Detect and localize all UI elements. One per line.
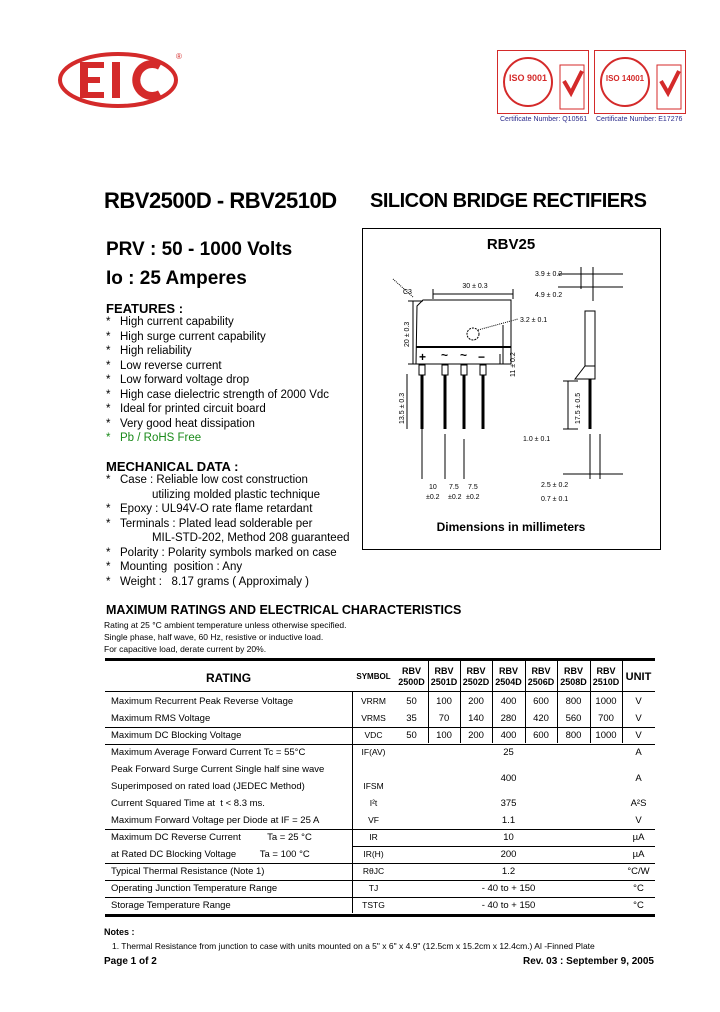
value-2502D: 200: [468, 730, 484, 741]
label-lead: 13.5 ± 0.3: [399, 392, 406, 424]
value: - 40 to + 150: [481, 883, 536, 894]
value-2502D: 140: [468, 713, 484, 724]
bullet: *: [106, 403, 111, 415]
bullet: *: [106, 575, 111, 588]
unit: V: [635, 713, 642, 724]
value-2510D: 1000: [595, 730, 617, 741]
rating-label: Maximum Recurrent Peak Reverse Voltage: [111, 696, 294, 707]
label-pitch3-tol: ±0.2: [466, 494, 480, 501]
value-2500D: 35: [406, 713, 417, 724]
product-type-title: SILICON BRIDGE RECTIFIERS: [370, 190, 647, 212]
feature-text: High current capability: [120, 316, 234, 328]
table-rule: [105, 880, 655, 881]
rating-label: at Rated DC Blocking Voltage Ta = 100 °C: [111, 849, 310, 860]
value: 10: [503, 832, 514, 843]
mechanical-item: [106, 532, 349, 544]
iso14001-seal-text: ISO 14001: [605, 74, 645, 83]
page-number: Page 1 of 2: [104, 956, 157, 967]
value-2510D: 700: [598, 713, 614, 724]
unit: A: [635, 773, 642, 784]
rating-label: Storage Temperature Range: [111, 900, 231, 911]
label-side-lead: 17.5 ± 0.5: [575, 392, 582, 424]
value: 25: [503, 747, 514, 758]
table-divider: [492, 661, 493, 743]
symbol: IR(H): [363, 849, 384, 859]
value-2502D: 200: [468, 696, 484, 707]
value-2506D: 600: [533, 730, 549, 741]
value-2501D: 100: [436, 730, 452, 741]
table-divider: [525, 661, 526, 743]
package-diagram: [362, 228, 661, 550]
rating-label: Maximum RMS Voltage: [111, 713, 211, 724]
bullet: *: [106, 546, 111, 559]
label-hole: 3.2 ± 0.1: [520, 317, 548, 324]
value-2506D: 600: [533, 696, 549, 707]
value: 200: [500, 849, 517, 860]
value-2501D: 70: [438, 713, 450, 724]
value: 1.1: [501, 815, 516, 826]
iso14001-seal: [594, 50, 686, 114]
table-rule: [105, 727, 655, 728]
label-pitch2-tol: ±0.2: [448, 494, 462, 501]
value-2504D: 400: [500, 730, 517, 741]
table-rule: [105, 897, 655, 898]
feature-item: [106, 316, 234, 328]
symbol: TJ: [368, 883, 379, 893]
bullet: *: [106, 503, 111, 515]
feature-text: Ideal for printed circuit board: [120, 403, 266, 415]
label-h11: 11 ± 0.2: [510, 352, 517, 377]
value: 400: [500, 773, 517, 784]
feature-item: [106, 432, 201, 444]
rating-label: Peak Forward Surge Current Single half sine wave: [111, 764, 325, 775]
header-part-number: 2506D: [527, 677, 555, 687]
symbol: VRRM: [360, 696, 387, 706]
mechanical-item: [106, 503, 312, 515]
table-rule: [105, 914, 655, 917]
mechanical-item: [106, 518, 312, 530]
bullet: *: [106, 345, 111, 357]
revision-date: Rev. 03 : September 9, 2005: [523, 956, 654, 967]
symbol: IR: [369, 832, 378, 842]
feature-text: Very good heat dissipation: [120, 417, 255, 430]
feature-text: Pb / RoHS Free: [120, 432, 202, 444]
unit: A²S: [630, 798, 647, 809]
header-part-number: 2504D: [495, 677, 522, 687]
label-bottom1: 2.5 ± 0.2: [541, 482, 569, 489]
feature-text: Low reverse current: [120, 359, 222, 372]
ratings-heading: MAXIMUM RATINGS AND ELECTRICAL CHARACTERISTICS: [106, 603, 462, 617]
mechanical-text: Case : Reliable low cost construction: [120, 474, 308, 486]
header-part-prefix: RBV: [563, 666, 583, 676]
mechanical-item: [106, 474, 308, 486]
label-pitch1: 10: [429, 484, 437, 491]
bullet: *: [106, 474, 111, 486]
features-heading: FEATURES :: [106, 301, 184, 316]
value-2501D: 100: [436, 696, 452, 707]
label-c3: C3: [403, 289, 412, 296]
value-2510D: 1000: [595, 696, 617, 707]
polarity-minus: −: [478, 350, 486, 364]
unit: V: [635, 696, 642, 707]
table-divider: [460, 661, 461, 743]
unit: °C: [633, 900, 644, 911]
feature-item: [106, 345, 192, 357]
note-1: 1. Thermal Resistance from junction to case with units mounted on a 5" x 6" x 4.9" (12.5cm x 15.2cm x 12.4cm.) Al -Finned Plate: [112, 941, 595, 951]
value-2508D: 800: [565, 696, 582, 707]
polarity-ac1: ~: [441, 348, 449, 362]
feature-item: [106, 389, 329, 401]
value-2504D: 400: [500, 696, 517, 707]
rating-label: Typical Thermal Resistance (Note 1): [111, 866, 265, 877]
table-divider: [428, 661, 429, 743]
mechanical-item: [106, 547, 337, 559]
bullet: *: [106, 388, 111, 401]
mechanical-text: utilizing molded plastic technique: [120, 488, 321, 501]
bullet: *: [106, 432, 111, 444]
unit: µA: [632, 849, 645, 860]
certificate-number-9001: Certificate Number: Q10561: [500, 116, 588, 123]
feature-item: [106, 403, 266, 415]
header-rating: RATING: [205, 671, 252, 685]
header-part-prefix: RBV: [466, 666, 486, 676]
label-pitch3: 7.5: [468, 484, 478, 491]
header-unit: UNIT: [625, 671, 652, 683]
bullet: *: [106, 517, 111, 530]
table-divider: [557, 661, 558, 743]
table-divider: [622, 661, 623, 743]
mechanical-heading: MECHANICAL DATA :: [106, 459, 239, 474]
bullet: *: [106, 359, 111, 372]
unit: V: [635, 730, 642, 741]
feature-item: [106, 331, 266, 343]
table-rule: [105, 829, 655, 830]
unit: A: [635, 747, 642, 758]
mechanical-text: Polarity : Polarity symbols marked on case: [120, 546, 337, 559]
mechanical-item: [106, 576, 309, 588]
feature-text: High surge current capability: [120, 330, 266, 343]
diagram-caption: Dimensions in millimeters: [436, 520, 586, 534]
value-2500D: 50: [406, 730, 417, 741]
feature-item: [106, 360, 222, 372]
mechanical-text: Mounting position : Any: [120, 561, 243, 573]
rating-label: Maximum DC Reverse Current Ta = 25 °C: [111, 832, 312, 843]
symbol: VF: [368, 815, 379, 825]
unit: µA: [632, 832, 645, 843]
unit: V: [635, 815, 642, 826]
unit: °C: [633, 883, 644, 894]
rating-label: Superimposed on rated load (JEDEC Method): [111, 781, 305, 792]
feature-text: High reliability: [120, 345, 192, 357]
rating-label: Maximum DC Blocking Voltage: [111, 730, 242, 741]
value: - 40 to + 150: [481, 900, 536, 911]
header-part-prefix: RBV: [401, 666, 421, 676]
feature-text: Low forward voltage drop: [120, 374, 250, 386]
part-range-title: RBV2500D - RBV2510D: [104, 188, 337, 213]
mechanical-text: MIL-STD-202, Method 208 guaranteed: [120, 532, 350, 544]
iso9001-seal: [497, 50, 589, 114]
diagram-title: RBV25: [486, 236, 536, 253]
notes-heading: Notes :: [104, 927, 135, 937]
eic-logo: [58, 50, 188, 110]
certificate-number-14001: Certificate Number: E17276: [596, 116, 683, 123]
value-2500D: 50: [406, 696, 417, 707]
prv-spec: PRV : 50 - 1000 Volts: [106, 239, 293, 260]
value-2508D: 560: [565, 713, 582, 724]
label-pitch2: 7.5: [449, 484, 459, 491]
value-2508D: 800: [565, 730, 582, 741]
symbol: VDC: [364, 730, 383, 740]
rating-label: Operating Junction Temperature Range: [111, 883, 278, 894]
symbol: I²t: [369, 798, 378, 808]
label-thickness2: 4.9 ± 0.2: [535, 292, 563, 299]
bullet: *: [106, 330, 111, 343]
rating-note-3: For capacitive load, derate current by 20%.: [104, 644, 267, 654]
mechanical-text: Terminals : Plated lead solderable per: [120, 517, 313, 530]
mechanical-text: Epoxy : UL94V-O rate flame retardant: [120, 503, 313, 515]
registered-mark: ®: [176, 52, 182, 61]
bullet: *: [106, 561, 111, 573]
symbol: VRMS: [361, 713, 386, 723]
header-symbol: SYMBOL: [356, 672, 391, 681]
label-pin: 1.0 ± 0.1: [523, 436, 551, 443]
symbol: TSTG: [362, 900, 385, 910]
io-spec: Io : 25 Amperes: [106, 268, 247, 289]
bullet: *: [106, 316, 111, 328]
unit: °C/W: [627, 866, 650, 877]
feature-text: High case dielectric strength of 2000 Vdc: [120, 388, 330, 401]
bullet: *: [106, 417, 111, 430]
value-2506D: 420: [533, 713, 549, 724]
table-rule: [105, 691, 655, 692]
bullet: *: [106, 374, 111, 386]
rating-label: Maximum Average Forward Current Tc = 55°C: [111, 747, 306, 758]
header-part-number: 2500D: [398, 677, 425, 687]
label-thickness1: 3.9 ± 0.2: [535, 271, 563, 278]
table-rule: [105, 744, 655, 745]
header-part-number: 2502D: [462, 677, 490, 687]
header-part-prefix: RBV: [434, 666, 454, 676]
label-height: 20 ± 0.3: [404, 321, 411, 347]
polarity-plus: +: [419, 350, 427, 364]
rating-label: Current Squared Time at t < 8.3 ms.: [111, 798, 265, 809]
table-rule: [105, 658, 655, 661]
feature-item: [106, 418, 255, 430]
table-rule: [105, 863, 655, 864]
header-part-prefix: RBV: [498, 666, 518, 676]
rating-note-2: Single phase, half wave, 60 Hz, resistive or inductive load.: [104, 632, 324, 642]
polarity-ac2: ~: [460, 348, 468, 362]
table-rule: [352, 846, 655, 847]
header-part-prefix: RBV: [531, 666, 551, 676]
rating-label: Maximum Forward Voltage per Diode at IF = 25 A: [111, 815, 320, 826]
header-part-prefix: RBV: [596, 666, 616, 676]
header-part-number: 2510D: [592, 677, 620, 687]
value: 1.2: [501, 866, 516, 877]
iso9001-seal-text: ISO 9001: [508, 73, 548, 83]
header-part-number: 2501D: [430, 677, 458, 687]
label-width: 30 ± 0.3: [462, 283, 488, 290]
symbol: RθJC: [362, 866, 385, 876]
label-bottom2: 0.7 ± 0.1: [541, 496, 569, 503]
feature-item: [106, 374, 249, 386]
mechanical-text: Weight : 8.17 grams ( Approximaly ): [120, 575, 309, 588]
value-2504D: 280: [500, 713, 517, 724]
symbol: IF(AV): [361, 747, 386, 757]
rating-note-1: Rating at 25 °C ambient temperature unless otherwise specified.: [104, 620, 347, 630]
header-part-number: 2508D: [560, 677, 587, 687]
symbol: IFSM: [363, 781, 384, 791]
value: 375: [500, 798, 517, 809]
table-divider: [590, 661, 591, 743]
mechanical-item: [106, 489, 320, 501]
label-pitch1-tol: ±0.2: [426, 494, 440, 501]
mechanical-item: [106, 561, 242, 573]
